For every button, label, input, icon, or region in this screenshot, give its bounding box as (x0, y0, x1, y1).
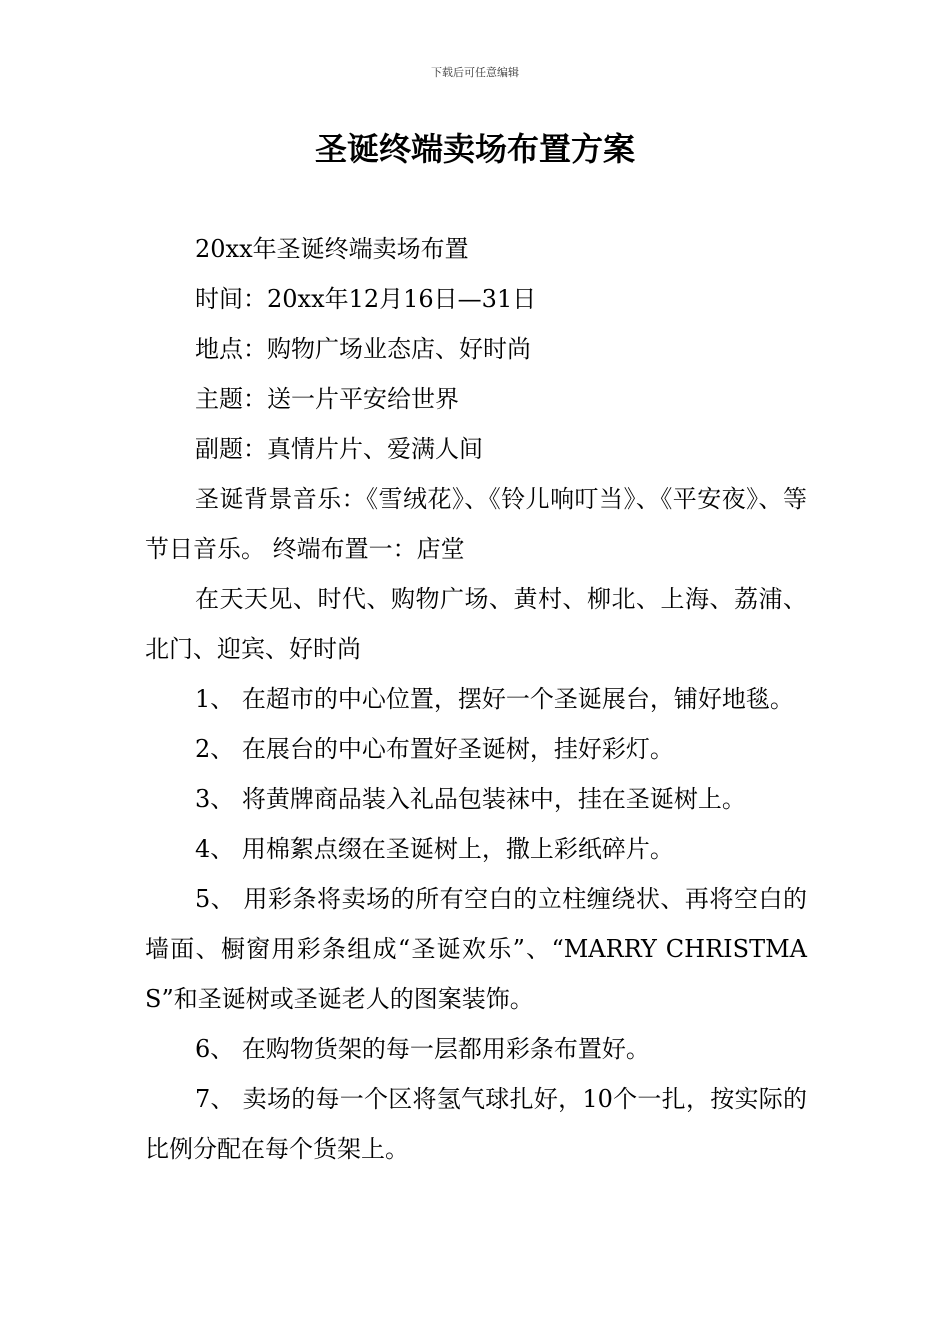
paragraph-time: 时间：20xx年12月16日—31日 (195, 285, 537, 313)
paragraph-stores: 在天天见、时代、购物广场、黄村、柳北、上海、荔浦、北门、迎宾、好时尚 (145, 585, 807, 663)
document-body (145, 224, 807, 1174)
paragraph-theme: 主题：送一片平安给世界 (195, 385, 459, 413)
list-item-1: 1、 在超市的中心位置，摆好一个圣诞展台，铺好地毯。 (195, 685, 794, 713)
list-item-6: 6、 在购物货架的每一层都用彩条布置好。 (195, 1035, 650, 1063)
header-note: 下载后可任意编辑 (431, 66, 519, 79)
page-title: 圣诞终端卖场布置方案 (314, 130, 635, 168)
list-item-7: 7、 卖场的每一个区将氢气球扎好，10个一扎，按实际的比例分配在每个货架上。 (145, 1085, 807, 1163)
paragraph-location: 地点：购物广场业态店、好时尚 (195, 335, 531, 363)
paragraph-year-title: 20xx年圣诞终端卖场布置 (195, 235, 469, 263)
paragraph-subtheme: 副题：真情片片、爱满人间 (195, 435, 483, 463)
list-item-3: 3、 将黄牌商品装入礼品包装袜中，挂在圣诞树上。 (195, 785, 746, 813)
list-item-2: 2、 在展台的中心布置好圣诞树，挂好彩灯。 (195, 735, 674, 763)
paragraph-music: 圣诞背景音乐：《雪绒花》、《铃儿响叮当》、《平安夜》、等节日音乐。 终端布置一：店堂 (145, 485, 807, 563)
list-item-5: 5、 用彩条将卖场的所有空白的立柱缠绕状、再将空白的墙面、橱窗用彩条组成“圣诞欢乐”、“MARRY CHRISTMAS”和圣诞树或圣诞老人的图案装饰。 (145, 885, 807, 1013)
list-item-4: 4、 用棉絮点缀在圣诞树上，撒上彩纸碎片。 (195, 835, 674, 863)
